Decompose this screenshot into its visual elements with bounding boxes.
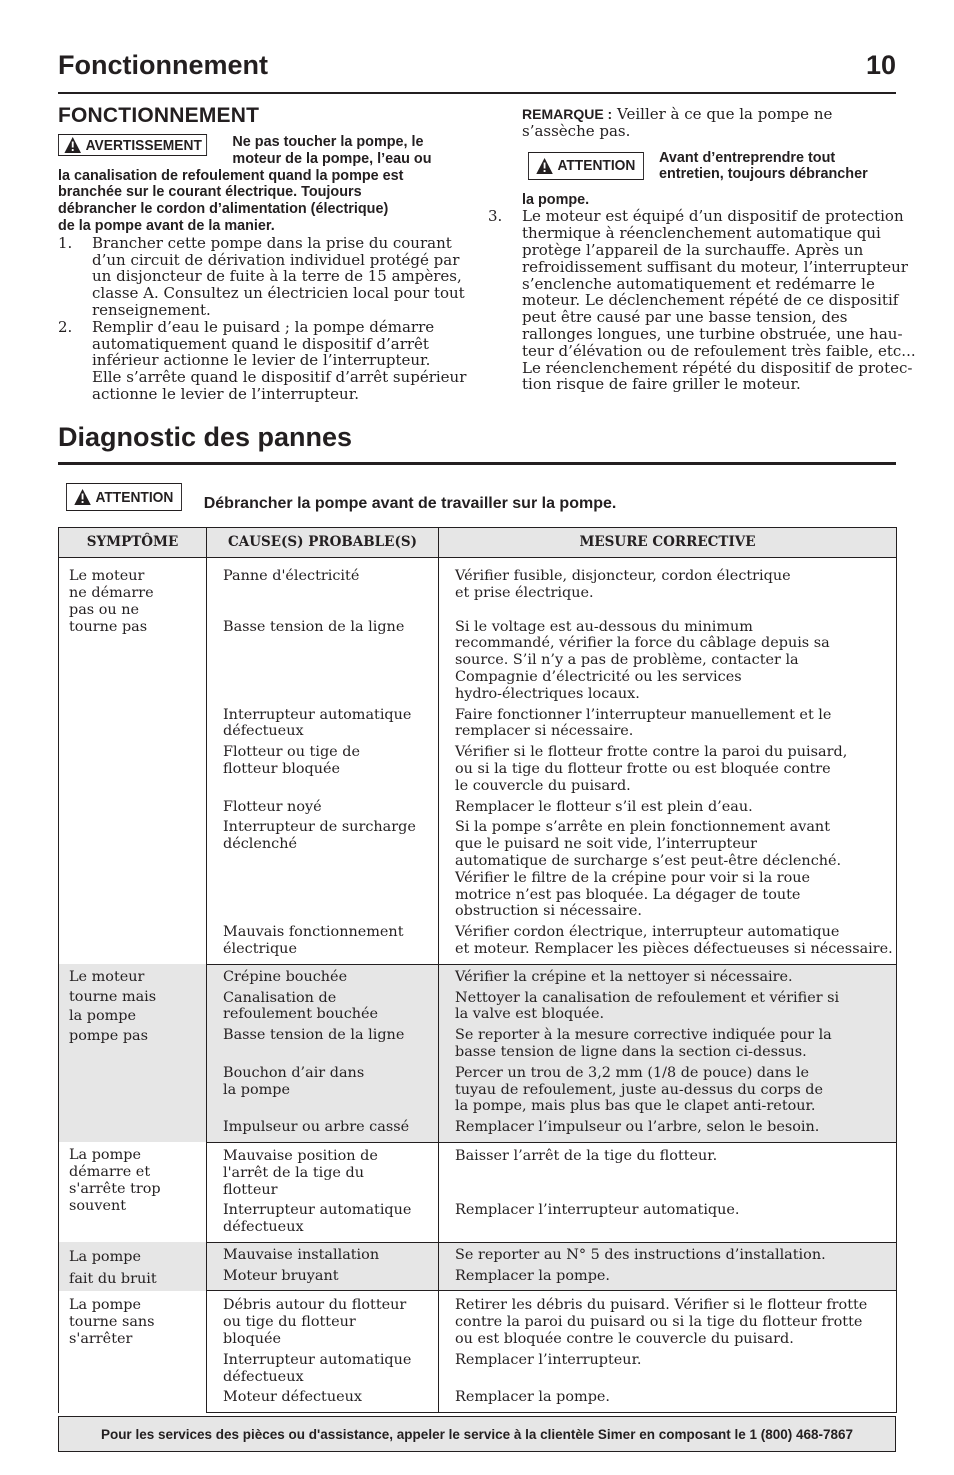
corrective-line: la valve est bloquée. — [455, 1006, 605, 1023]
symptom-cell — [59, 1242, 207, 1291]
corrective-action-cell — [439, 1385, 897, 1412]
cause-line: Flotteur noyé — [223, 798, 322, 815]
symptom-cell — [59, 964, 207, 1142]
diagnostic-rule — [58, 462, 896, 465]
attention-badge — [528, 152, 644, 180]
corrective-action-cell — [439, 795, 897, 816]
corrective-line: motrice n’est pas bloquée. La dégager de toute — [455, 886, 801, 903]
corrective-action-cell — [439, 1264, 897, 1291]
table-row — [59, 1242, 897, 1263]
table-row — [59, 558, 897, 602]
table-header-row — [59, 528, 897, 558]
corrective-action-cell — [439, 964, 897, 985]
corrective-line: Remplacer le flotteur s’il est plein d’eau. — [455, 798, 753, 815]
cause-cell — [207, 1142, 439, 1198]
step-line: actionne le levier de l’interrupteur. — [92, 384, 360, 403]
symptom-line: la pompe — [69, 1008, 137, 1025]
attention-badge-label: ATTENTION — [557, 157, 636, 175]
corrective-line: Retirer les débris du puisard. Vérifier si le flotteur frotte — [455, 1297, 868, 1314]
cause-cell — [207, 703, 439, 741]
cause-line: ou tige du flotteur — [223, 1314, 356, 1331]
warning-badge-label: AVERTISSEMENT — [85, 136, 202, 154]
corrective-line: Si la pompe s’arrête en plein fonctionnement avant — [455, 819, 830, 836]
corrective-line: Vérifier cordon électrique, interrupteur automatique — [455, 924, 840, 941]
symptom-line: Le moteur — [69, 568, 145, 584]
note-text: Veiller à ce que la pompe ne — [617, 105, 833, 123]
footer-service-notice: Pour les services des pièces ou d'assistance, appeler le service à la clientèle Simer en composant le 1 (800) 468-7867 — [58, 1416, 896, 1452]
cause-cell — [207, 1291, 439, 1348]
symptom-cell — [59, 1142, 207, 1242]
step-line: Le moteur est équipé d’un dispositif de protection — [522, 207, 904, 226]
corrective-line: que le puisard ne soit vide, l’interrupteur — [455, 836, 757, 853]
cause-line: bloquée — [223, 1331, 281, 1348]
diagnostic-attention-text: Débrancher la pompe avant de travailler sur la pompe. — [203, 495, 617, 512]
cause-cell — [207, 558, 439, 602]
cause-line: Mauvais fonctionnement — [223, 924, 404, 941]
corrective-action-cell — [439, 558, 897, 602]
corrective-action-cell — [439, 1061, 897, 1115]
symptom-line: ne démarre — [69, 585, 154, 601]
step-line: peut être causé par une basse tension, des — [522, 308, 848, 327]
cause-line: Canalisation de — [223, 989, 337, 1006]
step-line: moteur. Le déclenchement répété de ce dispositif — [522, 291, 899, 310]
cause-line: Basse tension de la ligne — [223, 1027, 405, 1044]
corrective-line: Vérifier le filtre de la crépine pour voir si la roue — [455, 869, 811, 886]
step-line: refroidissement suffisant du moteur, l’interrupteur — [522, 257, 908, 276]
corrective-line: tuyau de refoulement, juste au-dessus du corps de — [455, 1081, 824, 1098]
cause-line: Débris autour du flotteur — [223, 1297, 407, 1314]
step-line: automatiquement quand le dispositif d’arrêt — [92, 334, 429, 353]
warning-triangle-icon — [74, 489, 91, 505]
step-number: 1. — [58, 233, 73, 252]
operation-right-column — [488, 105, 916, 394]
corrective-line: la pompe, mais plus bas que le clapet anti-retour. — [455, 1098, 816, 1115]
corrective-line: remplacer si nécessaire. — [455, 723, 634, 740]
step-line: renseignement. — [92, 300, 211, 319]
corrective-line: Vérifier si le flotteur frotte contre la paroi du puisard, — [455, 744, 848, 761]
cause-line: défectueux — [223, 1219, 304, 1236]
step-line: Brancher cette pompe dans la prise du courant — [92, 233, 452, 252]
note-line — [522, 106, 898, 123]
step-item — [58, 317, 467, 403]
cause-cell — [207, 602, 439, 703]
corrective-action-cell — [439, 920, 897, 964]
cause-cell — [207, 1023, 439, 1061]
warning-line: Ne pas toucher la pompe, le — [232, 134, 424, 150]
cause-cell — [207, 1242, 439, 1263]
cause-line: la pompe — [223, 1081, 291, 1098]
warning-triangle-icon — [64, 137, 81, 153]
step-line: Remplir d’eau le puisard ; la pompe démarre — [92, 317, 435, 336]
symptom-line: La pompe — [69, 1296, 141, 1313]
step-number: 3. — [488, 207, 503, 226]
cause-line: l'arrêt de la tige du — [223, 1164, 364, 1181]
step-line: teur d’élévation ou de refoulement très faible, etc... — [522, 341, 916, 360]
note-line-2: s’assèche pas. — [522, 121, 631, 140]
warning-badge — [58, 134, 207, 156]
diagnostic-attention-label: ATTENTION — [95, 488, 174, 506]
corrective-action-cell — [439, 602, 897, 703]
header-rule — [58, 92, 896, 94]
diagnostic-attention — [66, 481, 616, 513]
step-line: un disjoncteur de fuite à la terre de 15 ampères, — [92, 267, 462, 286]
corrective-line: et moteur. Remplacer les pièces défectueuses si nécessaire. — [455, 940, 893, 957]
corrective-line: Percer un trou de 3,2 mm (1/8 de pouce) dans le — [455, 1064, 810, 1081]
corrective-line: Compagnie d’électricité ou les services — [455, 668, 742, 685]
corrective-line: obstruction si nécessaire. — [455, 903, 642, 920]
cause-cell — [207, 740, 439, 794]
troubleshooting-table — [58, 527, 897, 1413]
cause-line: Impulseur ou arbre cassé — [223, 1119, 410, 1136]
cause-line: flotteur bloquée — [223, 760, 341, 777]
column-header: SYMPTÔME — [59, 528, 207, 558]
attention-block — [488, 150, 898, 192]
corrective-action-cell — [439, 1115, 897, 1142]
corrective-line: Si le voltage est au-dessous du minimum — [455, 618, 753, 635]
page-number: 10 — [865, 50, 896, 80]
cause-cell — [207, 1061, 439, 1115]
table-row — [59, 1291, 897, 1348]
cause-line: refoulement bouchée — [223, 1006, 379, 1023]
symptom-line: s'arrête trop — [69, 1181, 161, 1198]
cause-line: défectueux — [223, 1368, 304, 1385]
table-row — [59, 1142, 897, 1198]
cause-line: Interrupteur de surcharge — [223, 819, 416, 836]
step-line: tion risque de faire griller le moteur. — [522, 375, 801, 394]
step-line: s’enclenche automatiquement et redémarre le — [522, 274, 875, 293]
step-line: classe A. Consultez un électricien local pour tout — [92, 284, 465, 303]
cause-line: défectueux — [223, 723, 304, 740]
corrective-line: basse tension de ligne dans la section ci-dessus. — [455, 1043, 807, 1060]
cause-line: Panne d'électricité — [223, 568, 360, 584]
symptom-line: pompe pas — [69, 1027, 149, 1044]
corrective-line: Remplacer l’interrupteur automatique. — [455, 1202, 740, 1219]
operation-heading: FONCTIONNEMENT — [58, 104, 260, 127]
cause-cell — [207, 1264, 439, 1291]
warning-line: moteur de la pompe, l’eau ou — [232, 150, 432, 167]
symptom-line: La pompe — [69, 1147, 141, 1164]
corrective-line: Vérifier fusible, disjoncteur, cordon électrique — [455, 568, 791, 584]
step-line: Elle s’arrête quand le dispositif d’arrêt supérieur — [92, 368, 467, 387]
corrective-line: Vérifier la crépine et la nettoyer si nécessaire. — [455, 968, 793, 985]
cause-line: Moteur défectueux — [223, 1389, 363, 1406]
corrective-action-cell — [439, 740, 897, 794]
symptom-line: s'arrêter — [69, 1330, 133, 1347]
table-row — [59, 964, 897, 985]
corrective-line: Nettoyer la canalisation de refoulement et vérifier si — [455, 989, 840, 1006]
corrective-line: Se reporter à la mesure corrective indiquée pour la — [455, 1027, 832, 1044]
corrective-line: Remplacer la pompe. — [455, 1267, 611, 1284]
step-item — [488, 207, 916, 394]
corrective-line: et prise électrique. — [455, 584, 594, 601]
cause-line: Interrupteur automatique — [223, 1202, 412, 1219]
symptom-line: pas ou ne — [69, 602, 140, 618]
step-line: protège l’appareil de la surchauffe. Après un — [522, 240, 864, 259]
corrective-line: Remplacer l’interrupteur. — [455, 1351, 642, 1368]
cause-line: Basse tension de la ligne — [223, 618, 405, 635]
symptom-line: tourne sans — [69, 1313, 155, 1330]
corrective-action-cell — [439, 1348, 897, 1386]
warning-line: branchée sur le courant électrique. Toujours — [58, 184, 362, 201]
step-line: thermique à réenclenchement automatique qui — [522, 224, 881, 243]
column-header: CAUSE(S) PROBABLE(S) — [207, 528, 439, 558]
cause-line: Moteur bruyant — [223, 1267, 339, 1284]
corrective-line: ou est bloquée contre le couvercle du puisard. — [455, 1331, 794, 1348]
note-label: REMARQUE : — [522, 106, 613, 122]
warning-block — [58, 134, 458, 235]
cause-cell — [207, 1385, 439, 1412]
attention-line-last: la pompe. — [522, 191, 590, 208]
operation-step-3 — [488, 207, 916, 394]
cause-line: flotteur — [223, 1181, 278, 1198]
corrective-action-cell — [439, 1142, 897, 1198]
corrective-action-cell — [439, 986, 897, 1024]
corrective-line: Remplacer la pompe. — [455, 1389, 611, 1406]
corrective-line: Baisser l’arrêt de la tige du flotteur. — [455, 1147, 718, 1164]
cause-line: électrique — [223, 940, 297, 957]
symptom-cell — [59, 1291, 207, 1413]
cause-cell — [207, 920, 439, 964]
note — [488, 106, 898, 140]
corrective-action-cell — [439, 1023, 897, 1061]
cause-cell — [207, 1198, 439, 1242]
corrective-action-cell — [439, 1198, 897, 1242]
page-title: Fonctionnement — [58, 50, 268, 80]
corrective-line: recommandé, vérifier la force du câblage depuis sa — [455, 635, 830, 652]
attention-text — [659, 150, 868, 184]
cause-line: Mauvaise position de — [223, 1147, 378, 1164]
cause-line: Bouchon d’air dans — [223, 1064, 365, 1081]
corrective-line: automatique de surcharge s’est peut-être déclenché. — [455, 852, 842, 869]
warning-line: de la pompe avant de la manier. — [58, 217, 275, 234]
symptom-line: souvent — [69, 1198, 127, 1215]
diagnostic-title: Diagnostic des pannes — [58, 422, 353, 452]
corrective-line: contre la paroi du puisard ou si la tige du flotteur frotte — [455, 1314, 863, 1331]
corrective-action-cell — [439, 1291, 897, 1348]
cause-cell — [207, 815, 439, 920]
corrective-line: Se reporter au N° 5 des instructions d’installation. — [455, 1246, 826, 1263]
symptom-line: démarre et — [69, 1164, 151, 1181]
step-line: rallonges longues, une turbine obstruée, une hau- — [522, 324, 903, 343]
cause-line: Interrupteur automatique — [223, 706, 412, 723]
corrective-line: Remplacer l’impulseur ou l’arbre, selon le besoin. — [455, 1119, 820, 1136]
diagnostic-attention-badge — [66, 483, 182, 511]
symptom-line: tourne pas — [69, 619, 148, 635]
symptom-line: La pompe — [69, 1249, 141, 1266]
step-item — [58, 233, 465, 319]
cause-line: Interrupteur automatique — [223, 1351, 412, 1368]
attention-line: Avant d’entreprendre tout — [659, 149, 836, 166]
symptom-line: fait du bruit — [69, 1271, 157, 1288]
cause-line: Flotteur ou tige de — [223, 744, 360, 761]
cause-cell — [207, 1115, 439, 1142]
operation-left-column — [58, 104, 467, 403]
cause-line: Crépine bouchée — [223, 968, 348, 985]
step-line: d’un circuit de dérivation individuel protégé par — [92, 250, 460, 269]
corrective-line: hydro-électriques locaux. — [455, 685, 640, 702]
operation-steps — [58, 233, 467, 403]
symptom-cell — [59, 558, 207, 965]
warning-line: la canalisation de refoulement quand la pompe est — [58, 167, 404, 184]
corrective-line: source. S’il n’y a pas de problème, contacter la — [455, 652, 799, 669]
step-line: inférieur actionne le levier de l’interrupteur. — [92, 351, 431, 370]
corrective-line: Faire fonctionner l’interrupteur manuellement et le — [455, 706, 832, 723]
corrective-line: ou si la tige du flotteur frotte ou est bloquée contre — [455, 760, 831, 777]
corrective-action-cell — [439, 703, 897, 741]
cause-line: déclenché — [223, 836, 298, 853]
warning-line: débrancher le cordon d’alimentation (électrique) — [58, 201, 389, 218]
symptom-line: Le moteur — [69, 969, 145, 986]
cause-line: Mauvaise installation — [223, 1246, 380, 1263]
cause-cell — [207, 964, 439, 985]
cause-cell — [207, 986, 439, 1024]
warning-triangle-icon — [536, 158, 553, 174]
symptom-line: tourne mais — [69, 988, 157, 1005]
corrective-line: le couvercle du puisard. — [455, 777, 631, 794]
corrective-action-cell — [439, 1242, 897, 1263]
step-number: 2. — [58, 317, 73, 336]
step-line: Le réenclenchement répété du dispositif de protec- — [522, 358, 913, 377]
corrective-action-cell — [439, 815, 897, 920]
column-header: MESURE CORRECTIVE — [439, 528, 897, 558]
cause-cell — [207, 795, 439, 816]
attention-line: entretien, toujours débrancher — [659, 166, 868, 183]
cause-cell — [207, 1348, 439, 1386]
